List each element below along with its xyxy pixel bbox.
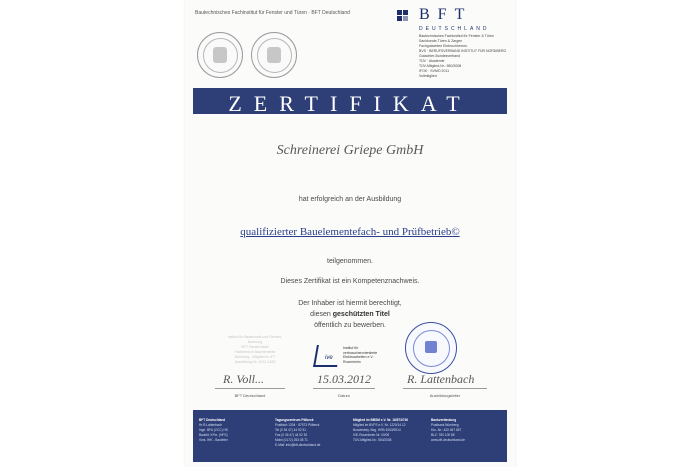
footer-text: Postbank Nürnberg	[431, 423, 459, 427]
footer-website-link[interactable]: www.bft-deutschland.de	[431, 438, 465, 442]
footer-text: TÜV-Mitglied-Nr.: 550/2008	[353, 438, 392, 442]
footer-text: Bankverbindung	[431, 418, 457, 422]
signature-line	[313, 388, 375, 389]
header-top-line: Bautechnisches Fachinstitut für Fenster und Türen · BFT Deutschland	[195, 10, 350, 16]
logo-line: TÜV-Mitglied-Nr.: 550/2008	[419, 64, 462, 68]
logo-line: BVS · BERUFSVERBAND INSTITUT FÜR NORDBERG	[419, 49, 507, 53]
footer-text: Postfach 1304 · 87573 Pölbeck	[275, 423, 320, 427]
round-stamp-icon	[405, 322, 457, 374]
faded-line: Ausbildung-Nr. 2012-1455	[234, 360, 276, 364]
body-line-5-pre: diesen	[310, 311, 331, 318]
footer-text: Kto.-Nr.: 420 467 857	[431, 428, 462, 432]
logo-info-lines	[419, 34, 507, 79]
body-line-1: hat erfolgreich an der Ausbildung	[298, 196, 402, 203]
footer-text: IVE-Rosenheim Nr. 00/05	[353, 433, 390, 437]
footer-text: Bundesbey. Beg. HRB 3063/9514	[353, 428, 401, 432]
ive-line: Institut für	[343, 346, 359, 350]
logo-line: Gutachter-Bundesverband	[419, 54, 461, 58]
bft-mark-icon	[397, 10, 413, 22]
ive-text	[343, 346, 377, 364]
footer-text: Vors. IHK - Bauleiter	[199, 438, 228, 442]
body-line-4: Der Inhaber ist hiermit berechtigt,	[298, 300, 402, 307]
certificate-sheet	[185, 0, 515, 467]
signature-date: 15.03.2012	[317, 372, 371, 386]
body-line-3: Dieses Zertifikat ist ein Kompetenznachweis.	[280, 278, 420, 285]
footer-text: Tel (0 36 47) 44 92 51	[275, 428, 307, 432]
faded-line: BFT Deutschland	[241, 345, 269, 349]
logo-text: BFT	[419, 6, 473, 23]
logo-line: TÜV · Akademie	[419, 59, 445, 63]
signature-label-right: Ausbildungsleiter	[429, 393, 461, 398]
logo-line: IFOK · SVMÖ 2011	[419, 69, 450, 73]
signature-line	[215, 388, 285, 389]
footer-text: E-Mail: info@bft-deutschland.de	[275, 443, 321, 447]
logo-line: Bautechnisches Fachinstitut für Fenster & Türen	[419, 34, 494, 38]
title-banner	[193, 88, 507, 114]
footer-text: Inge. BFA (VCC) HS	[199, 428, 228, 432]
body-line-5	[185, 311, 515, 318]
signature-line	[403, 388, 487, 389]
logo-line: Fachgutachten Einbruchhemm.	[419, 44, 468, 48]
faded-line: Fachbereich Bauelemente	[234, 350, 276, 354]
logo-line: Sachkunde-Türen & Zargen	[419, 39, 463, 43]
ive-word: ive	[325, 355, 333, 361]
footer-text: Mobil (0172) 253 08 71	[275, 438, 308, 442]
seal-right-icon	[251, 32, 297, 78]
footer-col-2	[275, 418, 320, 448]
signature-right: R. Lattenbach	[407, 372, 475, 386]
protected-title-bold: geschützten Titel	[332, 311, 390, 318]
ive-line: Rosenheim	[343, 359, 361, 364]
footer-text: Mitglied im BBSM e.V. Nr. 16/573/740	[353, 418, 409, 422]
certificate-title: ZERTIFIKAT	[228, 91, 472, 116]
footer-text: Fax (0 36 47) 44 92 52	[275, 433, 308, 437]
footer-text: Tagungszentrum Pölbeck	[275, 418, 314, 422]
footer-text: Hr.R.Lattenbach	[199, 423, 223, 427]
faded-line: Institut für Bautechnik und Fenster-Normung	[227, 335, 283, 344]
seal-left-icon	[197, 32, 243, 78]
footer-col-1	[199, 418, 228, 443]
ive-line: Elektroarbeiten e.V.	[343, 355, 374, 359]
footer-text: Bauleit. KFm. (HFS)	[199, 433, 228, 437]
signature-label-left: BFT Deutschland	[234, 393, 266, 398]
body-line-6: öffentlich zu bewerben.	[314, 322, 386, 329]
qualification-title: qualifizierter Bauelementefach- und Prüfbetrieb©	[240, 226, 460, 238]
footer-col-3	[353, 418, 408, 443]
faded-stamp-text	[221, 335, 289, 365]
footer-col-4	[431, 418, 465, 443]
footer-text: Mitglied im BVFS e.V. Nr. 1220/14.12	[353, 423, 406, 427]
ive-line: verbraucherorientierte	[343, 350, 378, 355]
ive-logo	[315, 345, 378, 369]
body-line-2: teilgenommen.	[327, 258, 373, 265]
footer-text: BLZ: 760 100 85	[431, 433, 455, 437]
company-name: Schreinerei Griepe GmbH	[276, 143, 424, 158]
footer-text: BFT Deutschland	[199, 418, 226, 422]
logo-line: Vollmitglied	[419, 74, 437, 78]
faded-line: Nürnberg · Mitglied im IFT	[234, 355, 276, 359]
signature-label-date: Datum	[338, 393, 350, 398]
footer-bar	[193, 410, 507, 462]
signature-left: R. Voll...	[223, 372, 264, 386]
logo-subtext: DEUTSCHLAND	[419, 26, 490, 32]
